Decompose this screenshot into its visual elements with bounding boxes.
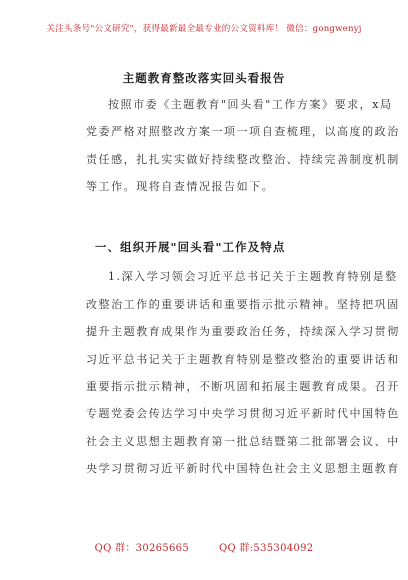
section-paragraph-line: 提升主题教育成果作为重要政治任务，持续深入学习贯彻 — [86, 325, 400, 338]
section-paragraph-line: 1.深入学习领会习近平总书记关于主题教育特别是整 — [108, 270, 398, 283]
document-title: 主题教育整改落实回头看报告 — [122, 71, 286, 85]
intro-paragraph-line: 等工作。现将自查情况报告如下。 — [86, 180, 275, 193]
footer-qq-group-right: QQ 群:535304092 — [218, 543, 314, 554]
intro-paragraph-line: 责任感，扎扎实实做好持续整改整治、持续完善制度机制 — [86, 153, 400, 166]
section-paragraph-line: 专题党委会传达学习中央学习贯彻习近平新时代中国特色 — [86, 407, 400, 420]
section-paragraph-line: 社会主义思想主题教育第一批总结暨第二批部署会议、中 — [86, 435, 400, 448]
intro-paragraph-line: 按照市委《主题教育"回头看"工作方案》要求，x局 — [108, 98, 393, 111]
section-paragraph-line: 习近平总书记关于主题教育特别是整改整治的重要讲话和 — [86, 353, 400, 366]
section-paragraph-line: 重要指示批示精神，不断巩固和拓展主题教育成果。召开 — [86, 380, 400, 393]
footer-qq-group-left: QQ 群：30265665 — [94, 543, 189, 554]
intro-paragraph-line: 党委严格对照整改方案一项一项自查梳理，以高度的政治 — [86, 125, 400, 138]
section-paragraph-line: 改整治工作的重要讲话和重要指示批示精神。坚持把巩固 — [86, 298, 400, 311]
section-heading: 一、组织开展"回头看"工作及特点 — [95, 240, 286, 254]
section-paragraph-line: 央学习贯彻习近平新时代中国特色社会主义思想主题教育 — [86, 462, 400, 475]
footer-contact — [0, 539, 408, 554]
header-banner: 关注头条号"公文研究"，获得最新最全最专业的公文资料库！ 微信：gongwenyj — [46, 24, 362, 34]
